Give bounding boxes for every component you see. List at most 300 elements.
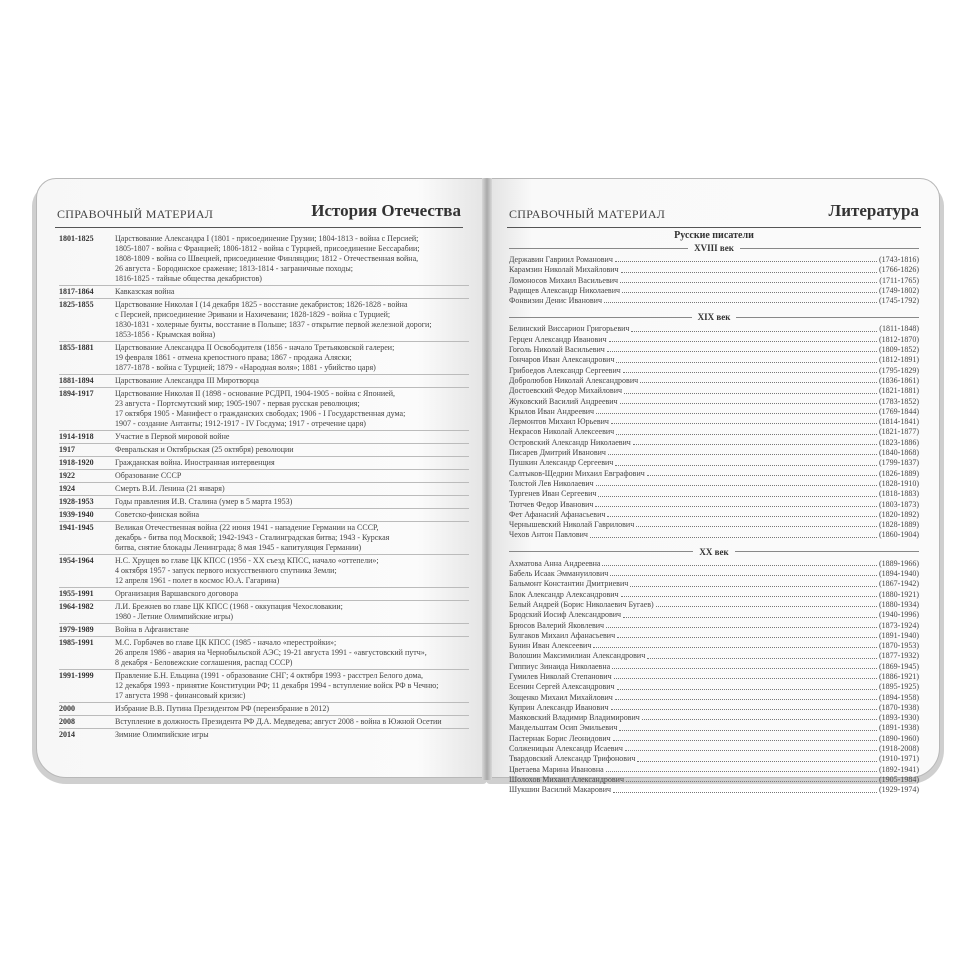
- writer-name: Солженицын Александр Исаевич: [509, 744, 623, 754]
- dot-leader: [604, 296, 877, 303]
- timeline-year: 1991-1999: [59, 671, 94, 680]
- dot-leader: [642, 713, 877, 720]
- timeline-row: [59, 343, 469, 373]
- heading-rule: [509, 551, 693, 552]
- writer-row: [509, 520, 919, 530]
- timeline-text-line: 17 октября 1905 - Манифест о гражданских свободах; 1906 - I Государственная дума;: [115, 409, 406, 418]
- timeline-year: 1985-1991: [59, 638, 94, 647]
- writer-dates: (1826-1889): [879, 468, 919, 478]
- writer-name: Чернышевский Николай Гаврилович: [509, 520, 635, 530]
- writer-dates: (1870-1953): [879, 641, 919, 651]
- writer-row: [509, 324, 919, 334]
- writer-name: Белый Андрей (Борис Николаевич Бугаев): [509, 599, 654, 609]
- writer-dates: (1828-1910): [879, 478, 919, 488]
- timeline-text-line: 1853-1856 - Крымская война): [115, 330, 216, 339]
- writer-dates: (1873-1924): [879, 620, 919, 630]
- dot-leader: [617, 631, 877, 638]
- timeline-text: [115, 287, 469, 297]
- writer-row: [509, 662, 919, 672]
- timeline-row: [59, 602, 469, 622]
- timeline-text: [115, 234, 469, 284]
- writer-row: [509, 713, 919, 723]
- writer-dates: (1892-1941): [879, 764, 919, 774]
- timeline-text-line: Гражданская война. Иностранная интервенция: [115, 458, 275, 467]
- writer-dates: (1769-1844): [879, 406, 919, 416]
- dot-leader: [622, 286, 877, 293]
- timeline-text-line: 1980 - Летние Олимпийские игры): [115, 612, 234, 621]
- timeline-divider: [59, 469, 469, 470]
- timeline-row: [59, 704, 469, 714]
- timeline-year: 1928-1953: [59, 497, 94, 506]
- writer-row: [509, 775, 919, 785]
- writer-name: Твардовский Александр Трифонович: [509, 754, 636, 764]
- right-page: [486, 178, 940, 795]
- writer-name: Островский Александр Николаевич: [509, 437, 631, 447]
- dot-leader: [656, 600, 877, 607]
- timeline-year: 1979-1989: [59, 625, 94, 634]
- left-page-header: [55, 201, 463, 228]
- timeline-divider: [59, 341, 469, 342]
- timeline-text: [115, 523, 469, 553]
- timeline-text: [115, 589, 469, 599]
- timeline-row: [59, 671, 469, 701]
- writer-row: [509, 559, 919, 569]
- timeline-text-line: Л.И. Брежнев во главе ЦК КПСС (1968 - оккупация Чехословакии;: [115, 602, 343, 611]
- timeline-row: [59, 497, 469, 507]
- heading-rule: [509, 248, 688, 249]
- dot-leader: [630, 579, 877, 586]
- writer-dates: (1929-1974): [879, 785, 919, 795]
- timeline-year: 1955-1991: [59, 589, 94, 598]
- timeline-text: [115, 432, 469, 442]
- writer-name: Тургенев Иван Сергеевич: [509, 489, 597, 499]
- writer-name: Грибоедов Александр Сергеевич: [509, 365, 621, 375]
- writer-dates: (1891-1940): [879, 630, 919, 640]
- writer-row: [509, 386, 919, 396]
- left-header-label: СПРАВОЧНЫЙ МАТЕРИАЛ: [57, 207, 214, 221]
- timeline-divider: [59, 285, 469, 286]
- timeline-year: 1894-1917: [59, 389, 94, 398]
- timeline-divider: [59, 521, 469, 522]
- writer-dates: (1823-1886): [879, 437, 919, 447]
- right-page-header: [507, 201, 921, 228]
- timeline-row: [59, 556, 469, 586]
- dot-leader: [625, 744, 877, 751]
- writer-name: Мандельштам Осип Эмильевич: [509, 723, 618, 733]
- writer-dates: (1894-1940): [879, 569, 919, 579]
- writer-row: [509, 438, 919, 448]
- writer-row: [509, 510, 919, 520]
- writer-name: Зощенко Михаил Михайлович: [509, 692, 613, 702]
- writer-row: [509, 427, 919, 437]
- timeline-row: [59, 625, 469, 635]
- century-label: XVIII век: [694, 243, 734, 253]
- left-page: [36, 178, 486, 778]
- dot-leader: [616, 355, 877, 362]
- dot-leader: [590, 530, 877, 537]
- timeline-text-line: Н.С. Хрущев во главе ЦК КПСС (1956 - XX съезд КПСС, начало «оттепели»;: [115, 556, 379, 565]
- dot-leader: [606, 765, 877, 772]
- writer-row: [509, 621, 919, 631]
- dot-leader: [611, 703, 878, 710]
- dot-leader: [602, 559, 877, 566]
- dot-leader: [623, 366, 877, 373]
- writer-row: [509, 703, 919, 713]
- dot-leader: [616, 427, 877, 434]
- writer-name: Блок Александр Александрович: [509, 589, 619, 599]
- writer-dates: (1891-1938): [879, 723, 919, 733]
- writer-name: Булгаков Михаил Афанасьевич: [509, 630, 616, 640]
- timeline-text-line: Царствование Николая II (1898 - основание РСДРП, 1904-1905 - война с Японией,: [115, 389, 396, 398]
- writer-row: [509, 469, 919, 479]
- timeline-text-line: 26 августа - Бородинское сражение; 1813-1814 - заграничные походы;: [115, 264, 353, 273]
- timeline-divider: [59, 587, 469, 588]
- timeline-text-line: 12 декабря 1993 - принятие Конституции РФ; 11 декабря 1994 - вступление войск РФ в Чечню;: [115, 681, 439, 690]
- timeline-text: [115, 484, 469, 494]
- dot-leader: [620, 276, 877, 283]
- timeline-row: [59, 717, 469, 727]
- dot-leader: [624, 386, 877, 393]
- writer-dates: (1890-1960): [879, 733, 919, 743]
- timeline-text: [115, 497, 469, 507]
- timeline-divider: [59, 456, 469, 457]
- timeline-year: 1825-1855: [59, 300, 94, 309]
- dot-leader: [613, 734, 877, 741]
- left-header-title: История Отечества: [311, 201, 461, 220]
- timeline-text: [115, 625, 469, 635]
- timeline-text-line: 1808-1809 - война со Швецией, присоединение Финляндии; 1812 - Отечественная война,: [115, 254, 419, 263]
- writer-dates: (1828-1889): [879, 520, 919, 530]
- timeline-text-line: 12 апреля 1961 - полет в космос Ю.А. Гагарина): [115, 576, 280, 585]
- timeline-text-line: 23 августа - Портсмутский мир; 1905-1907 - первая русская революция;: [115, 399, 360, 408]
- timeline-text-line: Участие в Первой мировой войне: [115, 432, 230, 441]
- timeline-text: [115, 343, 469, 373]
- timeline-text-line: Образование СССР: [115, 471, 182, 480]
- writer-name: Шолохов Михаил Александрович: [509, 774, 624, 784]
- timeline-divider: [59, 495, 469, 496]
- writer-row: [509, 345, 919, 355]
- writer-row: [509, 448, 919, 458]
- timeline-text-line: 1907 - создание Антанты; 1912-1917 - IV Госдума; 1917 - отречение царя): [115, 419, 366, 428]
- timeline-text: [115, 510, 469, 520]
- dot-leader: [647, 651, 877, 658]
- timeline-text-line: Война в Афганистане: [115, 625, 189, 634]
- writer-name: Писарев Дмитрий Иванович: [509, 448, 606, 458]
- heading-rule: [740, 248, 919, 249]
- writer-name: Цветаева Марина Ивановна: [509, 764, 604, 774]
- timeline-divider: [59, 374, 469, 375]
- dot-leader: [636, 520, 877, 527]
- dot-leader: [615, 693, 877, 700]
- writer-row: [509, 590, 919, 600]
- timeline-text-line: Кавказская война: [115, 287, 175, 296]
- dot-leader: [607, 510, 877, 517]
- timeline-text: [115, 445, 469, 455]
- writer-name: Герцен Александр Иванович: [509, 334, 607, 344]
- timeline-row: [59, 523, 469, 553]
- writer-name: Пастернак Борис Леонидович: [509, 733, 611, 743]
- timeline-divider: [59, 508, 469, 509]
- writer-row: [509, 631, 919, 641]
- writer-dates: (1749-1802): [879, 285, 919, 295]
- writer-row: [509, 610, 919, 620]
- timeline-text: [115, 730, 469, 740]
- dot-leader: [593, 641, 877, 648]
- timeline-year: 1917: [59, 445, 75, 454]
- writer-row: [509, 641, 919, 651]
- timeline-text-line: Вступление в должность Президента РФ Д.А. Медведева; август 2008 - война в Южной Осетии: [115, 717, 442, 726]
- century-heading: [509, 311, 919, 323]
- writer-name: Фет Афанасий Афанасьевич: [509, 509, 606, 519]
- writer-dates: (1799-1837): [879, 458, 919, 468]
- writer-name: Есенин Сергей Александрович: [509, 682, 615, 692]
- timeline-text-line: 19 февраля 1861 - отмена крепостного права; 1867 - продажа Аляски;: [115, 353, 352, 362]
- writer-dates: (1870-1938): [879, 702, 919, 712]
- writer-row: [509, 366, 919, 376]
- writer-dates: (1895-1925): [879, 682, 919, 692]
- writer-dates: (1795-1829): [879, 365, 919, 375]
- dot-leader: [623, 610, 877, 617]
- timeline-year: 1881-1894: [59, 376, 94, 385]
- writer-name: Маяковский Владимир Владимирович: [509, 713, 640, 723]
- writer-row: [509, 600, 919, 610]
- writers-list-title: Русские писатели: [674, 230, 754, 241]
- writer-dates: (1743-1816): [879, 255, 919, 264]
- timeline-year: 2008: [59, 717, 75, 726]
- writers-sections: [509, 242, 919, 796]
- timeline-text-line: Царствование Николая I (14 декабря 1825 - восстание декабристов; 1826-1828 - война: [115, 300, 408, 309]
- timeline-text-line: декабрь - битва под Москвой; 1942-1943 - Сталинградская битва; 1943 - Курская: [115, 533, 390, 542]
- writer-name: Гоголь Николай Васильевич: [509, 345, 605, 355]
- writer-dates: (1711-1765): [879, 275, 919, 285]
- heading-rule: [736, 317, 919, 318]
- writer-name: Белинский Виссарион Григорьевич: [509, 324, 630, 334]
- timeline-row: [59, 484, 469, 494]
- timeline-year: 2000: [59, 704, 75, 713]
- timeline-year: 1801-1825: [59, 234, 94, 243]
- writer-dates: (1812-1891): [879, 355, 919, 365]
- writer-dates: (1867-1942): [879, 579, 919, 589]
- timeline-text-line: с Персией, присоединение Эривани и Нахичевани; 1828-1829 - война с Турцией;: [115, 310, 391, 319]
- timeline-text: [115, 638, 469, 668]
- timeline-text: [115, 704, 469, 714]
- heading-rule: [735, 551, 919, 552]
- writer-name: Волошин Максимилиан Александрович: [509, 651, 646, 661]
- timeline-text-line: М.С. Горбачев во главе ЦК КПСС (1985 - начало «перестройки»;: [115, 638, 337, 647]
- writer-row: [509, 335, 919, 345]
- timeline-year: 1918-1920: [59, 458, 94, 467]
- binding-spine: [482, 178, 492, 780]
- writer-dates: (1869-1945): [879, 661, 919, 671]
- writer-name: Крылов Иван Андреевич: [509, 406, 595, 416]
- writer-row: [509, 355, 919, 365]
- timeline-row: [59, 234, 469, 284]
- timeline-text-line: Смерть В.И. Ленина (21 января): [115, 484, 225, 493]
- dot-leader: [611, 417, 877, 424]
- writer-name: Лермонтов Михаил Юрьевич: [509, 417, 609, 427]
- writer-name: Чехов Антон Павлович: [509, 530, 588, 540]
- timeline-divider: [59, 443, 469, 444]
- writer-row: [509, 744, 919, 754]
- dot-leader: [615, 458, 877, 465]
- writer-dates: (1821-1881): [879, 386, 919, 396]
- timeline-text-line: Царствование Александра I (1801 - присоединение Грузии; 1804-1813 - война с Персией;: [115, 234, 419, 243]
- timeline-text: [115, 300, 469, 340]
- writer-row: [509, 734, 919, 744]
- writer-row: [509, 407, 919, 417]
- writer-name: Радищев Александр Николаевич: [509, 285, 621, 295]
- dot-leader: [626, 775, 877, 782]
- timeline-row: [59, 389, 469, 429]
- dot-leader: [608, 448, 877, 455]
- timeline-row: [59, 300, 469, 340]
- timeline-text-line: 1830-1831 - холерные бунты, восстание в Польше; 1837 - открытие первой железной дороги;: [115, 320, 432, 329]
- writer-dates: (1893-1930): [879, 713, 919, 723]
- timeline-row: [59, 432, 469, 442]
- writer-dates: (1886-1921): [879, 671, 919, 681]
- writer-name: Добролюбов Николай Александрович: [509, 375, 639, 385]
- writer-name: Некрасов Николай Алексеевич: [509, 427, 615, 437]
- timeline-text: [115, 376, 469, 386]
- timeline-year: 1964-1982: [59, 602, 94, 611]
- right-header-label: СПРАВОЧНЫЙ МАТЕРИАЛ: [509, 207, 666, 221]
- timeline-year: 1924: [59, 484, 75, 493]
- timeline-text: [115, 602, 469, 622]
- timeline-divider: [59, 482, 469, 483]
- timeline-divider: [59, 600, 469, 601]
- writer-row: [509, 651, 919, 661]
- dot-leader: [620, 397, 877, 404]
- timeline-row: [59, 510, 469, 520]
- timeline-text-line: 17 августа 1998 - финансовый кризис): [115, 691, 246, 700]
- writer-row: [509, 417, 919, 427]
- writer-row: [509, 569, 919, 579]
- writer-name: Бунин Иван Алексеевич: [509, 641, 592, 651]
- timeline-divider: [59, 728, 469, 729]
- writer-row: [509, 500, 919, 510]
- dot-leader: [598, 489, 877, 496]
- timeline-divider: [59, 430, 469, 431]
- writer-name: Ломоносов Михаил Васильевич: [509, 275, 619, 285]
- writer-row: [509, 530, 919, 540]
- dot-leader: [596, 407, 877, 414]
- timeline-text-line: битва, снятие блокады Ленинграда; 8 мая 1945 - капитуляция Германии): [115, 543, 362, 552]
- writer-name: Фонвизин Денис Иванович: [509, 296, 602, 306]
- dot-leader: [613, 785, 877, 792]
- timeline-text-line: 1805-1807 - война с Францией; 1806-1812 - война с Турцией, присоединение Бессарабии;: [115, 244, 420, 253]
- writer-row: [509, 489, 919, 499]
- writer-dates: (1889-1966): [879, 558, 919, 568]
- writer-dates: (1809-1852): [879, 345, 919, 355]
- writer-name: Бабель Исаак Эммануилович: [509, 569, 609, 579]
- timeline-text: [115, 671, 469, 701]
- timeline-text-line: 26 апреля 1986 - авария на Чернобыльской АЭС; 19-21 августа 1991 - «августовский путч»,: [115, 648, 427, 657]
- timeline-divider: [59, 298, 469, 299]
- writer-name: Тютчев Федор Иванович: [509, 499, 594, 509]
- writer-row: [509, 286, 919, 296]
- writer-name: Брюсов Валерий Яковлевич: [509, 620, 605, 630]
- timeline-text-line: Избрание В.В. Путина Президентом РФ (переизбрание в 2012): [115, 704, 330, 713]
- writer-dates: (1880-1934): [879, 599, 919, 609]
- writer-row: [509, 682, 919, 692]
- dot-leader: [612, 662, 877, 669]
- writer-row: [509, 479, 919, 489]
- timeline-row: [59, 458, 469, 468]
- writer-dates: (1860-1904): [879, 530, 919, 540]
- writer-dates: (1940-1996): [879, 610, 919, 620]
- writer-row: [509, 397, 919, 407]
- timeline-year: 1954-1964: [59, 556, 94, 565]
- timeline-text: [115, 458, 469, 468]
- writer-dates: (1894-1958): [879, 692, 919, 702]
- writer-name: Бродский Иосиф Александрович: [509, 610, 622, 620]
- timeline-row: [59, 730, 469, 740]
- dot-leader: [609, 335, 877, 342]
- century-heading: [509, 546, 919, 558]
- writer-name: Салтыков-Щедрин Михаил Евграфович: [509, 468, 645, 478]
- writer-dates: (1840-1868): [879, 448, 919, 458]
- timeline-row: [59, 287, 469, 297]
- writer-dates: (1880-1921): [879, 589, 919, 599]
- timeline-text-line: 4 октября 1957 - запуск первого искусственного спутника Земли;: [115, 566, 337, 575]
- writer-dates: (1821-1877): [879, 427, 919, 437]
- dot-leader: [617, 682, 877, 689]
- century-label: XIX век: [697, 312, 731, 323]
- timeline-row: [59, 589, 469, 599]
- dot-leader: [637, 754, 877, 761]
- timeline-year: 1855-1881: [59, 343, 94, 352]
- writer-row: [509, 265, 919, 275]
- writers-list: [509, 229, 919, 796]
- dot-leader: [607, 345, 877, 352]
- writer-name: Гиппиус Зинаида Николаевна: [509, 661, 611, 671]
- timeline-text: [115, 717, 469, 727]
- timeline-text-line: 8 декабря - Беловежские соглашения, распад СССР): [115, 658, 293, 667]
- writer-name: Пушкин Александр Сергеевич: [509, 458, 614, 468]
- writer-dates: (1745-1792): [879, 296, 919, 306]
- writer-name: Гончаров Иван Александрович: [509, 355, 615, 365]
- timeline-row: [59, 376, 469, 386]
- timeline-text-line: Организация Варшавского договора: [115, 589, 238, 598]
- timeline-year: 1922: [59, 471, 75, 480]
- writer-dates: (1811-1848): [879, 324, 919, 334]
- timeline-text-line: Правление Б.Н. Ельцина (1991 - образование СНГ; 4 октября 1993 - расстрел Белого дома,: [115, 671, 424, 680]
- dot-leader: [610, 569, 877, 576]
- writer-name: Жуковский Василий Андреевич: [509, 396, 618, 406]
- timeline-divider: [59, 669, 469, 670]
- timeline-divider: [59, 387, 469, 388]
- writer-dates: (1820-1892): [879, 509, 919, 519]
- timeline-divider: [59, 636, 469, 637]
- dot-leader: [606, 621, 877, 628]
- timeline-divider: [59, 702, 469, 703]
- writer-row: [509, 765, 919, 775]
- dot-leader: [633, 438, 877, 445]
- timeline-text-line: Царствование Александра III Миротворца: [115, 376, 259, 385]
- writer-dates: (1905-1984): [879, 774, 919, 784]
- notebook-spread: [36, 178, 940, 795]
- writer-row: [509, 296, 919, 306]
- timeline-text-line: 1877-1878 - война с Турцией; 1879 - «Народная воля»; 1881 - убийство царя): [115, 363, 376, 372]
- right-header-title: Литература: [828, 201, 919, 220]
- timeline-text-line: Царствование Александра II Освободителя (1856 - начало Третьяковской галереи;: [115, 343, 395, 352]
- timeline-text-line: Зимние Олимпийские игры: [115, 730, 209, 739]
- timeline-divider: [59, 715, 469, 716]
- writer-dates: (1910-1971): [879, 754, 919, 764]
- timeline-text-line: Советско-финская война: [115, 510, 200, 519]
- writer-name: Ахматова Анна Андреевна: [509, 558, 601, 568]
- timeline-divider: [59, 623, 469, 624]
